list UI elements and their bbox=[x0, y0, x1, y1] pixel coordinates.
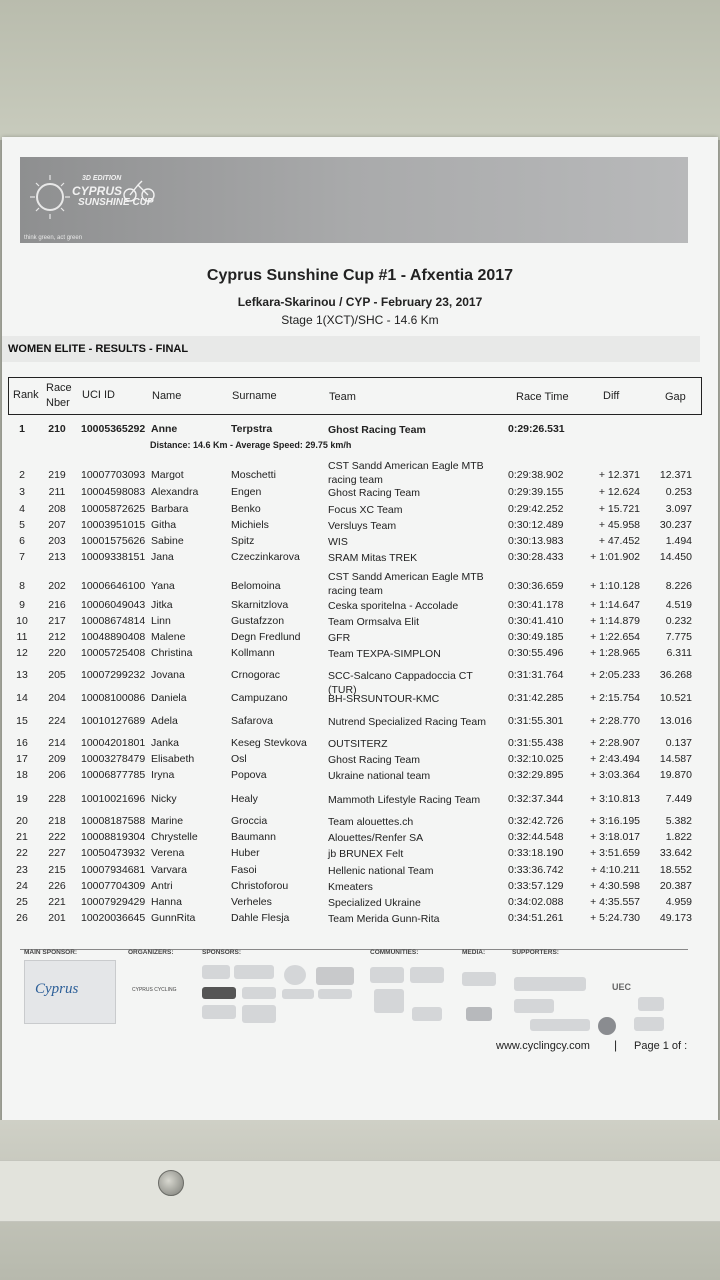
cell-name: Chrystelle bbox=[151, 831, 198, 843]
cell-team: Specialized Ukraine bbox=[328, 897, 421, 909]
cell-rank: 16 bbox=[16, 737, 28, 749]
document-title: Cyprus Sunshine Cup #1 - Afxentia 2017 bbox=[206, 267, 514, 284]
cell-diff: + 5:24.730 bbox=[590, 912, 640, 924]
cell-time: 0:33:18.190 bbox=[508, 847, 564, 859]
cell-team: WIS bbox=[328, 536, 348, 548]
cell-team: OUTSITERZ bbox=[328, 738, 388, 750]
supporter-logo bbox=[530, 1019, 590, 1031]
cell-nber: 213 bbox=[48, 551, 66, 563]
cell-diff: + 15.721 bbox=[598, 503, 640, 515]
cell-time: 0:29:42.252 bbox=[508, 503, 564, 515]
winner-distance-note: Distance: 14.6 Km - Average Speed: 29.75 km/h bbox=[150, 440, 352, 450]
cell-uci: 10008100086 bbox=[81, 692, 146, 704]
cell-surname: Huber bbox=[231, 847, 260, 859]
cell-surname: Safarova bbox=[231, 715, 274, 727]
cell-gap: 33.642 bbox=[659, 847, 692, 859]
footer-main-sponsor-label: MAIN SPONSOR: bbox=[24, 949, 78, 956]
cell-gap: 0.232 bbox=[665, 615, 692, 627]
cell-time: 0:31:55.301 bbox=[508, 715, 564, 727]
wall-background-top bbox=[0, 0, 720, 140]
cell-diff: + 1:28.965 bbox=[590, 647, 640, 659]
cell-name: Yana bbox=[151, 580, 175, 592]
cell-gap: 0.253 bbox=[665, 486, 692, 498]
cell-team: Team TEXPA-SIMPLON bbox=[328, 648, 441, 660]
cell-name: Antri bbox=[151, 880, 173, 892]
cell-rank: 4 bbox=[19, 503, 25, 515]
cell-team: Nutrend Specialized Racing Team bbox=[328, 716, 486, 728]
cell-time: 0:33:36.742 bbox=[508, 864, 564, 876]
cell-rank: 14 bbox=[16, 692, 28, 704]
col-race-time: Race Time bbox=[516, 391, 569, 403]
cell-rank: 18 bbox=[16, 769, 28, 781]
community-logo bbox=[374, 989, 404, 1013]
cell-time: 0:29:38.902 bbox=[508, 469, 564, 481]
col-team: Team bbox=[329, 391, 356, 403]
cell-surname: Czeczinkarova bbox=[231, 551, 300, 563]
cell-diff: + 1:10.128 bbox=[590, 580, 640, 592]
sponsor-logo bbox=[202, 965, 230, 979]
cell-team: Team Ormsalva Elit bbox=[328, 616, 420, 628]
cell-nber: 212 bbox=[48, 631, 66, 643]
cell-name: Anne bbox=[151, 423, 178, 435]
brand-line-1: 3D EDITION bbox=[82, 175, 122, 182]
cell-team: CST Sandd American Eagle MTB racing team bbox=[328, 460, 484, 486]
cell-team: Team Merida Gunn-Rita bbox=[328, 913, 440, 925]
col-gap: Gap bbox=[665, 391, 686, 403]
cell-team: jb BRUNEX Felt bbox=[328, 848, 404, 860]
cell-team: Versluys Team bbox=[328, 520, 397, 532]
cell-diff: + 3:10.813 bbox=[590, 793, 640, 805]
page-number: Page 1 of : bbox=[634, 1040, 688, 1052]
cell-name: GunnRita bbox=[151, 912, 196, 924]
cell-surname: Popova bbox=[231, 769, 267, 781]
cell-surname: Osl bbox=[231, 753, 247, 765]
cell-nber: 224 bbox=[48, 715, 66, 727]
cell-nber: 214 bbox=[48, 737, 66, 749]
cell-uci: 10006646100 bbox=[81, 580, 146, 592]
cell-team: Team alouettes.ch bbox=[328, 816, 414, 828]
cell-diff: + 3:51.659 bbox=[590, 847, 640, 859]
cell-surname: Dahle Flesja bbox=[231, 912, 290, 924]
footer-communities-label: COMMUNITIES: bbox=[370, 949, 419, 956]
cell-diff: + 4:10.211 bbox=[590, 864, 640, 876]
brand-line-2: CYPRUS bbox=[72, 184, 123, 198]
cell-surname: Benko bbox=[231, 503, 261, 515]
cell-nber: 208 bbox=[48, 503, 66, 515]
cell-time: 0:29:39.155 bbox=[508, 486, 564, 498]
table-header bbox=[8, 377, 702, 415]
cell-uci: 10005872625 bbox=[81, 503, 146, 515]
cell-nber: 206 bbox=[48, 769, 66, 781]
cell-uci: 10007929429 bbox=[81, 896, 146, 908]
section-bar bbox=[2, 336, 700, 362]
cell-name: Alexandra bbox=[151, 486, 199, 498]
cell-uci: 10006049043 bbox=[81, 599, 146, 611]
cell-gap: 8.226 bbox=[665, 580, 692, 592]
cell-nber: 219 bbox=[48, 469, 66, 481]
footer-media-label: MEDIA: bbox=[462, 949, 486, 956]
cell-gap: 14.450 bbox=[659, 551, 692, 563]
supporter-logo bbox=[514, 999, 554, 1013]
cell-name: Daniela bbox=[151, 692, 187, 704]
cell-name: Adela bbox=[151, 715, 178, 727]
cell-gap: 49.173 bbox=[659, 912, 692, 924]
cell-time: 0:32:42.726 bbox=[508, 815, 564, 827]
cell-uci: 10020036645 bbox=[81, 912, 146, 924]
cell-diff: + 12.624 bbox=[598, 486, 640, 498]
community-logo bbox=[410, 967, 444, 983]
cell-nber: 201 bbox=[48, 912, 66, 924]
cell-gap: 30.237 bbox=[659, 519, 692, 531]
cell-surname: Keseg Stevkova bbox=[231, 737, 307, 749]
screw-icon bbox=[158, 1170, 184, 1196]
cell-gap: 4.519 bbox=[665, 599, 692, 611]
col-race-nber-2: Nber bbox=[46, 397, 70, 409]
cell-time: 0:31:42.285 bbox=[508, 692, 564, 704]
cell-diff: + 1:22.654 bbox=[590, 631, 640, 643]
cell-nber: 215 bbox=[48, 864, 66, 876]
cell-nber: 207 bbox=[48, 519, 66, 531]
cell-team: Ghost Racing Team bbox=[328, 424, 426, 436]
sponsor-logo bbox=[234, 965, 274, 979]
cell-diff: + 1:14.879 bbox=[590, 615, 640, 627]
cell-team: Mammoth Lifestyle Racing Team bbox=[328, 794, 481, 806]
cell-uci: 10010021696 bbox=[81, 793, 146, 805]
cell-nber: 209 bbox=[48, 753, 66, 765]
sponsor-logo bbox=[202, 1005, 236, 1019]
cell-surname: Fasoi bbox=[231, 864, 257, 876]
cell-nber: 227 bbox=[48, 847, 66, 859]
cell-diff: + 47.452 bbox=[598, 535, 640, 547]
cell-diff: + 2:05.233 bbox=[590, 669, 640, 681]
cell-rank: 1 bbox=[19, 423, 25, 435]
supporter-logo bbox=[638, 997, 664, 1011]
cell-team: SCC-Salcano Cappadoccia CT (TUR) bbox=[328, 670, 473, 696]
footer-divider bbox=[20, 949, 688, 950]
cell-nber: 211 bbox=[48, 486, 66, 498]
cell-gap: 14.587 bbox=[659, 753, 692, 765]
cell-time: 0:32:44.548 bbox=[508, 831, 564, 843]
cell-rank: 25 bbox=[16, 896, 28, 908]
cell-surname: Verheles bbox=[231, 896, 272, 908]
cell-uci: 10009338151 bbox=[81, 551, 146, 563]
cell-uci: 10005725408 bbox=[81, 647, 146, 659]
cell-nber: 221 bbox=[48, 896, 66, 908]
cell-time: 0:32:10.025 bbox=[508, 753, 564, 765]
cell-nber: 204 bbox=[48, 692, 66, 704]
cell-team: Ukraine national team bbox=[328, 770, 431, 782]
cell-diff: + 45.958 bbox=[598, 519, 640, 531]
cell-surname: Engen bbox=[231, 486, 262, 498]
cell-surname: Crnogorac bbox=[231, 669, 281, 681]
cell-surname: Kollmann bbox=[231, 647, 275, 659]
cell-uci: 10007704309 bbox=[81, 880, 146, 892]
cell-rank: 22 bbox=[16, 847, 28, 859]
cell-nber: 210 bbox=[48, 423, 66, 435]
cell-uci: 10048890408 bbox=[81, 631, 146, 643]
cell-nber: 228 bbox=[48, 793, 66, 805]
cell-rank: 20 bbox=[16, 815, 28, 827]
footer-separator: | bbox=[614, 1038, 618, 1052]
footer-sponsors-label: SPONSORS: bbox=[202, 949, 242, 956]
cell-diff: + 2:43.494 bbox=[590, 753, 640, 765]
cell-diff: + 2:28.907 bbox=[590, 737, 640, 749]
cell-time: 0:31:31.764 bbox=[508, 669, 564, 681]
cell-surname: Gustafzzon bbox=[231, 615, 285, 627]
cell-surname: Groccia bbox=[231, 815, 268, 827]
cell-team: BH-SRSUNTOUR-KMC bbox=[328, 693, 440, 705]
cell-team: Focus XC Team bbox=[328, 504, 403, 516]
cell-rank: 24 bbox=[16, 880, 28, 892]
cell-name: Malene bbox=[151, 631, 186, 643]
cell-name: Jana bbox=[151, 551, 174, 563]
cell-gap: 7.449 bbox=[665, 793, 692, 805]
cell-nber: 205 bbox=[48, 669, 66, 681]
cell-uci: 10008674814 bbox=[81, 615, 146, 627]
cell-time: 0:29:26.531 bbox=[508, 423, 565, 435]
cell-time: 0:30:13.983 bbox=[508, 535, 564, 547]
cell-nber: 202 bbox=[48, 580, 66, 592]
tagline: think green, act green bbox=[24, 235, 83, 241]
cell-diff: + 3:16.195 bbox=[590, 815, 640, 827]
cell-rank: 9 bbox=[19, 599, 25, 611]
cell-diff: + 4:30.598 bbox=[590, 880, 640, 892]
cell-nber: 217 bbox=[48, 615, 66, 627]
cell-time: 0:34:51.261 bbox=[508, 912, 564, 924]
cell-name: Varvara bbox=[151, 864, 187, 876]
cell-gap: 5.382 bbox=[665, 815, 692, 827]
cell-rank: 26 bbox=[16, 912, 28, 924]
cell-surname: Baumann bbox=[231, 831, 276, 843]
col-rank: Rank bbox=[13, 389, 39, 401]
document-stage: Stage 1(XCT)/SHC - 14.6 Km bbox=[281, 313, 439, 327]
cell-gap: 1.822 bbox=[665, 831, 692, 843]
footer-supporters-label: SUPPORTERS: bbox=[512, 949, 559, 956]
board-rail bbox=[0, 1160, 720, 1222]
cell-team: Alouettes/Renfer SA bbox=[328, 832, 424, 844]
cycling-logo: CYPRUS CYCLING bbox=[132, 987, 177, 993]
cell-rank: 2 bbox=[19, 469, 25, 481]
sponsor-logo bbox=[202, 987, 236, 999]
cell-uci: 10004201801 bbox=[81, 737, 146, 749]
col-surname: Surname bbox=[232, 390, 277, 402]
cell-name: Githa bbox=[151, 519, 177, 531]
cell-nber: 216 bbox=[48, 599, 66, 611]
cell-time: 0:30:41.410 bbox=[508, 615, 564, 627]
col-uci-id: UCI ID bbox=[82, 389, 115, 401]
cell-surname: Degn Fredlund bbox=[231, 631, 301, 643]
cell-uci: 10004598083 bbox=[81, 486, 146, 498]
cell-rank: 15 bbox=[16, 715, 28, 727]
cell-name: Christina bbox=[151, 647, 193, 659]
cell-uci: 10008819304 bbox=[81, 831, 146, 843]
cell-name: Margot bbox=[151, 469, 184, 481]
cell-surname: Terpstra bbox=[231, 423, 273, 435]
cell-team: GFR bbox=[328, 632, 351, 644]
header-banner bbox=[20, 157, 688, 243]
results-sheet bbox=[2, 137, 718, 1125]
media-logo bbox=[466, 1007, 492, 1021]
cell-nber: 222 bbox=[48, 831, 66, 843]
cell-uci: 10007934681 bbox=[81, 864, 146, 876]
cell-gap: 13.016 bbox=[659, 715, 692, 727]
cell-rank: 10 bbox=[16, 615, 28, 627]
brand-line-3: SUNSHINE CUP bbox=[78, 197, 154, 208]
cell-time: 0:30:55.496 bbox=[508, 647, 564, 659]
cell-gap: 36.268 bbox=[659, 669, 692, 681]
cell-rank: 13 bbox=[16, 669, 28, 681]
cell-name: Elisabeth bbox=[151, 753, 195, 765]
cell-surname: Skarnitzlova bbox=[231, 599, 289, 611]
cell-diff: + 4:35.557 bbox=[590, 896, 640, 908]
sponsor-logo bbox=[242, 1005, 276, 1023]
cell-time: 0:32:29.895 bbox=[508, 769, 564, 781]
cell-uci: 10008187588 bbox=[81, 815, 146, 827]
cell-uci: 10050473932 bbox=[81, 847, 146, 859]
cell-team: Hellenic national Team bbox=[328, 865, 434, 877]
cell-team: Ghost Racing Team bbox=[328, 487, 421, 499]
cell-rank: 12 bbox=[16, 647, 28, 659]
cell-uci: 10006877785 bbox=[81, 769, 146, 781]
media-logo bbox=[462, 972, 496, 986]
cell-name: Jovana bbox=[151, 669, 185, 681]
cell-surname: Spitz bbox=[231, 535, 255, 547]
cell-gap: 1.494 bbox=[665, 535, 692, 547]
cell-gap: 7.775 bbox=[665, 631, 692, 643]
footer-url: www.cyclingcy.com bbox=[496, 1040, 590, 1052]
cyprus-logo-text: Cyprus bbox=[35, 981, 79, 997]
cell-gap: 0.137 bbox=[665, 737, 692, 749]
cell-diff: + 1:01.902 bbox=[590, 551, 640, 563]
cell-name: Verena bbox=[151, 847, 185, 859]
cell-gap: 3.097 bbox=[665, 503, 692, 515]
cell-name: Marine bbox=[151, 815, 184, 827]
cell-time: 0:32:37.344 bbox=[508, 793, 564, 805]
cell-diff: + 1:14.647 bbox=[590, 599, 640, 611]
supporter-logo bbox=[634, 1017, 664, 1031]
cell-gap: 20.387 bbox=[659, 880, 692, 892]
cell-uci: 10005365292 bbox=[81, 423, 146, 435]
cell-time: 0:30:49.185 bbox=[508, 631, 564, 643]
cell-uci: 10010127689 bbox=[81, 715, 146, 727]
cell-gap: 4.959 bbox=[665, 896, 692, 908]
col-diff: Diff bbox=[603, 390, 620, 402]
cell-uci: 10001575626 bbox=[81, 535, 146, 547]
cell-name: Hanna bbox=[151, 896, 182, 908]
cell-surname: Healy bbox=[231, 793, 258, 805]
cell-surname: Moschetti bbox=[231, 469, 276, 481]
cell-gap: 18.552 bbox=[659, 864, 692, 876]
cell-name: Linn bbox=[151, 615, 171, 627]
community-logo bbox=[412, 1007, 442, 1021]
cell-rank: 8 bbox=[19, 580, 25, 592]
cell-team: SRAM Mitas TREK bbox=[328, 552, 418, 564]
cell-time: 0:31:55.438 bbox=[508, 737, 564, 749]
cell-time: 0:30:12.489 bbox=[508, 519, 564, 531]
cell-rank: 3 bbox=[19, 486, 25, 498]
cell-time: 0:30:28.433 bbox=[508, 551, 564, 563]
supporter-logo bbox=[598, 1017, 616, 1035]
cell-diff: + 12.371 bbox=[598, 469, 640, 481]
sponsor-logo bbox=[242, 987, 276, 999]
cell-rank: 6 bbox=[19, 535, 25, 547]
cell-rank: 23 bbox=[16, 864, 28, 876]
cell-surname: Christoforou bbox=[231, 880, 289, 892]
cell-team: CST Sandd American Eagle MTB racing team bbox=[328, 571, 484, 597]
cell-diff: + 3:18.017 bbox=[590, 831, 640, 843]
cell-uci: 10003278479 bbox=[81, 753, 146, 765]
cell-uci: 10003951015 bbox=[81, 519, 146, 531]
supporter-logo bbox=[514, 977, 586, 991]
footer-organizers-label: ORGANIZERS: bbox=[128, 949, 174, 956]
cell-uci: 10007703093 bbox=[81, 469, 146, 481]
cell-gap: 10.521 bbox=[659, 692, 692, 704]
cell-diff: + 2:15.754 bbox=[590, 692, 640, 704]
cell-nber: 218 bbox=[48, 815, 66, 827]
sponsor-logo bbox=[284, 965, 306, 985]
main-sponsor-logo bbox=[24, 960, 116, 1024]
sponsor-logo bbox=[282, 989, 314, 999]
cell-nber: 220 bbox=[48, 647, 66, 659]
cell-gap: 19.870 bbox=[659, 769, 692, 781]
cell-surname: Campuzano bbox=[231, 692, 288, 704]
cell-name: Jitka bbox=[151, 599, 173, 611]
col-race-nber-1: Race bbox=[46, 382, 72, 394]
cell-uci: 10007299232 bbox=[81, 669, 146, 681]
cell-nber: 226 bbox=[48, 880, 66, 892]
cell-team: Ghost Racing Team bbox=[328, 754, 421, 766]
cell-diff: + 2:28.770 bbox=[590, 715, 640, 727]
cell-nber: 203 bbox=[48, 535, 66, 547]
cell-gap: 12.371 bbox=[659, 469, 692, 481]
cell-name: Barbara bbox=[151, 503, 189, 515]
sponsor-logo bbox=[318, 989, 352, 999]
cell-surname: Michiels bbox=[231, 519, 269, 531]
cell-team: Kmeaters bbox=[328, 881, 373, 893]
cell-rank: 7 bbox=[19, 551, 25, 563]
cell-time: 0:33:57.129 bbox=[508, 880, 564, 892]
cell-name: Iryna bbox=[151, 769, 175, 781]
cell-name: Nicky bbox=[151, 793, 177, 805]
cell-gap: 6.311 bbox=[666, 647, 692, 659]
cell-rank: 17 bbox=[16, 753, 28, 765]
cell-team: Ceska sporitelna - Accolade bbox=[328, 600, 459, 612]
cell-time: 0:30:36.659 bbox=[508, 580, 564, 592]
sponsor-logo bbox=[316, 967, 354, 985]
cell-time: 0:34:02.088 bbox=[508, 896, 564, 908]
cell-name: Janka bbox=[151, 737, 180, 749]
cell-rank: 19 bbox=[16, 793, 28, 805]
community-logo bbox=[370, 967, 404, 983]
col-name: Name bbox=[152, 390, 182, 402]
document-location-date: Lefkara-Skarinou / CYP - February 23, 2017 bbox=[237, 295, 483, 309]
cell-rank: 11 bbox=[16, 631, 28, 643]
cell-name: Sabine bbox=[151, 535, 184, 547]
uec-logo: UEC bbox=[612, 982, 632, 992]
cell-rank: 21 bbox=[16, 831, 28, 843]
cell-rank: 5 bbox=[19, 519, 25, 531]
cell-surname: Belomoina bbox=[231, 580, 281, 592]
section-title: WOMEN ELITE - RESULTS - FINAL bbox=[8, 343, 189, 355]
cell-time: 0:30:41.178 bbox=[508, 599, 564, 611]
cell-diff: + 3:03.364 bbox=[590, 769, 640, 781]
